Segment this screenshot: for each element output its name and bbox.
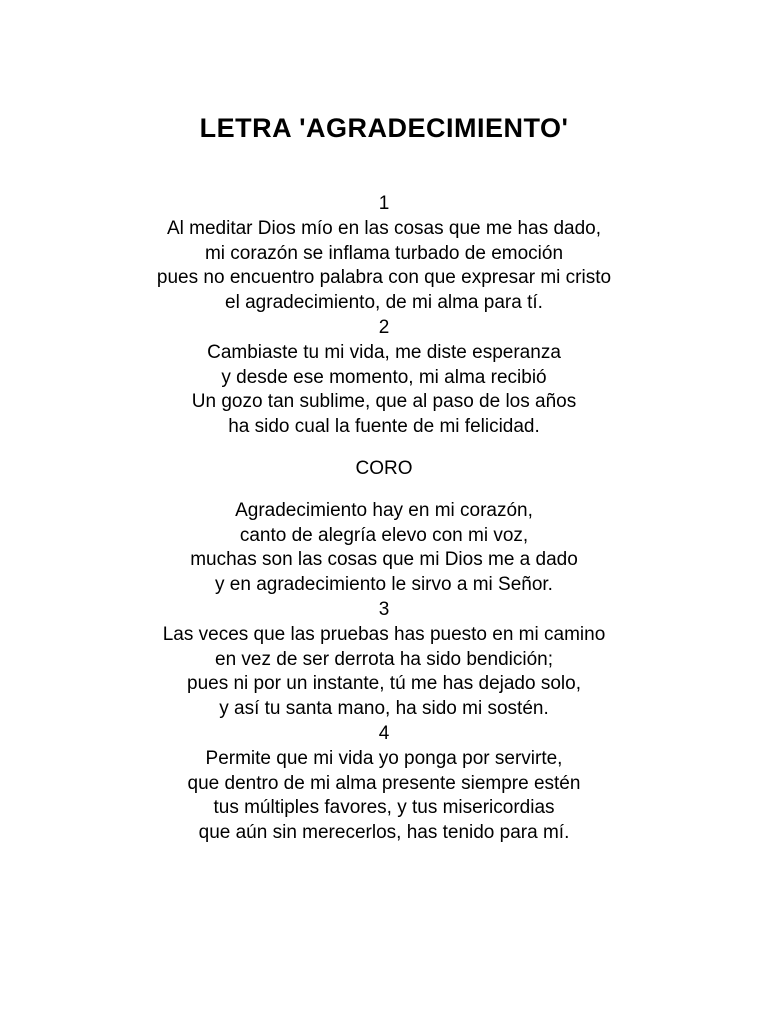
lyric-line: Un gozo tan sublime, que al paso de los años	[191, 391, 577, 413]
lyric-line: pues ni por un instante, tú me has dejado solo,	[187, 673, 581, 695]
lyric-line: Las veces que las pruebas has puesto en mi camino	[162, 623, 606, 645]
verse-number: 3	[378, 598, 390, 620]
verse-1	[0, 192, 768, 316]
lyric-line: y así tu santa mano, ha sido mi sostén.	[219, 698, 549, 720]
lyric-line: en vez de ser derrota ha sido bendición;	[215, 648, 553, 670]
lyric-line: muchas son las cosas que mi Dios me a dado	[190, 549, 578, 571]
verse-number: 4	[378, 722, 390, 744]
lyric-line: Cambiaste tu mi vida, me diste esperanza	[207, 341, 561, 363]
verse-2	[0, 316, 768, 440]
lyric-line: que aún sin merecerlos, has tenido para mí.	[198, 822, 570, 844]
lyric-line: tus múltiples favores, y tus misericordias	[213, 797, 555, 819]
lyric-line: y desde ese momento, mi alma recibió	[221, 366, 547, 388]
lyric-line: Agradecimiento hay en mi corazón,	[235, 499, 533, 521]
verse-3	[0, 598, 768, 722]
lyrics-body	[0, 192, 768, 846]
lyric-line: Al meditar Dios mío en las cosas que me has dado,	[166, 217, 602, 239]
verse-number: 2	[378, 316, 390, 338]
lyric-line: y en agradecimiento le sirvo a mi Señor.	[215, 574, 553, 596]
lyric-line: Permite que mi vida yo ponga por servirte,	[205, 747, 563, 769]
lyric-line: ha sido cual la fuente de mi felicidad.	[228, 416, 540, 438]
lyric-line: canto de alegría elevo con mi voz,	[239, 524, 529, 546]
page-title: LETRA 'AGRADECIMIENTO'	[199, 113, 569, 143]
chorus	[0, 457, 768, 598]
lyric-line: mi corazón se inflama turbado de emoción	[204, 242, 564, 264]
verse-4	[0, 722, 768, 846]
lyric-line: que dentro de mi alma presente siempre estén	[187, 772, 581, 794]
lyric-line: el agradecimiento, de mi alma para tí.	[225, 292, 543, 314]
lyric-line: pues no encuentro palabra con que expresar mi cristo	[156, 267, 612, 289]
verse-number: 1	[378, 193, 390, 214]
chorus-label: CORO	[355, 457, 413, 479]
